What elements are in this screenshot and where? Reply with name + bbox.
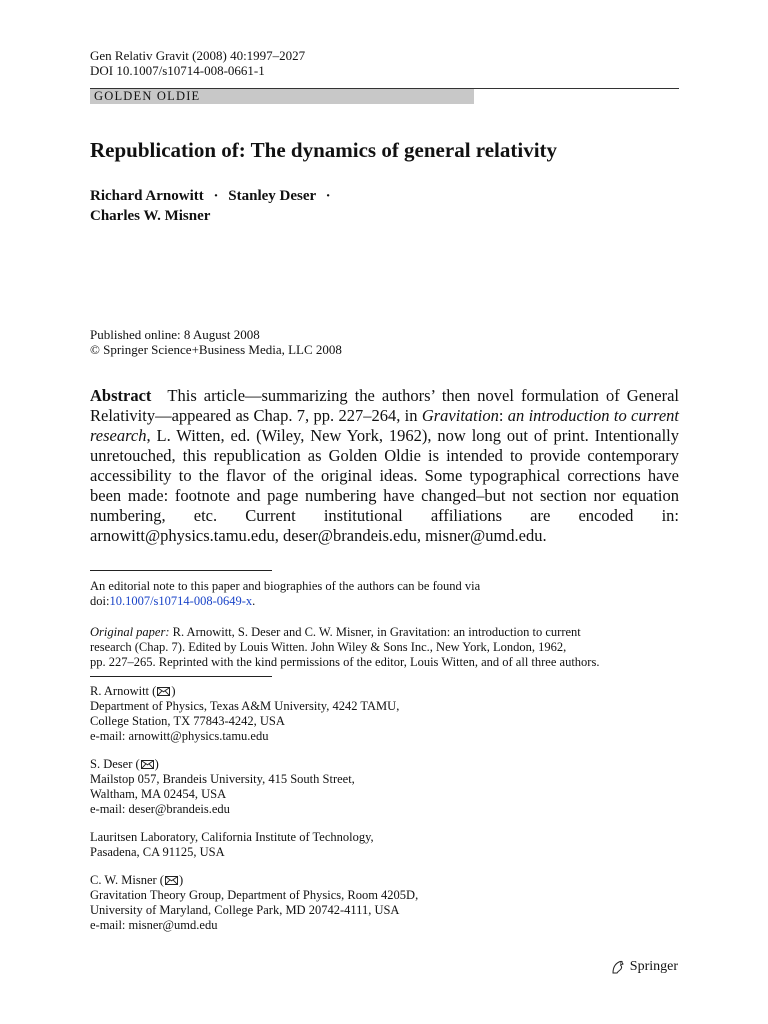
affiliation-line: University of Maryland, College Park, MD 20742-4111, USA (90, 903, 400, 917)
envelope-icon (157, 687, 170, 696)
affiliation-name: C. W. Misner ( (90, 873, 164, 887)
abstract-text: : (498, 406, 508, 425)
original-paper-text: research (Chap. 7). Edited by Louis Witten. John Wiley & Sons Inc., New York, London, 1962, (90, 640, 567, 654)
springer-wordmark: Springer (629, 959, 678, 974)
abstract-book-title: Gravitation (421, 406, 499, 425)
author-misner: Charles W. Misner (90, 208, 211, 224)
editorial-note (90, 579, 690, 609)
affiliation-deser (90, 757, 690, 817)
author-separator: · (213, 188, 219, 204)
abstract (90, 386, 679, 546)
affiliation-line: Gravitation Theory Group, Department of Physics, Room 4205D, (90, 888, 419, 902)
abstract-book-subtitle: an introduction to current research (90, 406, 679, 445)
footnote-rule (90, 570, 272, 571)
affiliation-email: e-mail: arnowitt@physics.tamu.edu (90, 729, 269, 743)
editorial-doi-line (90, 594, 690, 609)
editorial-note-text: An editorial note to this paper and biographies of the authors can be found via (90, 579, 481, 593)
affiliation-line: Lauritsen Laboratory, California Institute of Technology, (90, 830, 374, 844)
paper-title: Republication of: The dynamics of general relativity (90, 138, 558, 162)
author-line-1 (90, 186, 331, 206)
affiliation-name: R. Arnowitt ( (90, 684, 157, 698)
doi-prefix: doi: (90, 594, 110, 608)
affiliation-caltech (90, 830, 690, 860)
affiliation-line: Mailstop 057, Brandeis University, 415 South Street, (90, 772, 355, 786)
affiliation-line: Pasadena, CA 91125, USA (90, 845, 225, 859)
affiliation-email: e-mail: deser@brandeis.edu (90, 802, 230, 816)
abstract-text: This article—summarizing the authors’ then novel formulation of General Relativity—appeared as Chap. 7, pp. 227–264, in (90, 386, 679, 425)
journal-citation: Gen Relativ Gravit (2008) 40:1997–2027 (90, 48, 306, 63)
abstract-label: Abstract (90, 386, 152, 405)
doi-line: DOI 10.1007/s10714-008-0661-1 (90, 63, 265, 78)
original-paper-note (90, 625, 690, 670)
original-paper-text: pp. 227–265. Reprinted with the kind permissions of the editor, Louis Witten, and of all three authors. (90, 655, 600, 669)
author-separator: · (325, 188, 331, 204)
envelope-icon (165, 876, 178, 885)
editorial-doi-link[interactable]: 10.1007/s10714-008-0649-x (109, 594, 253, 608)
affiliation-close: ) (178, 873, 184, 887)
affiliation-email: e-mail: misner@umd.edu (90, 918, 218, 932)
affiliation-name: S. Deser ( (90, 757, 140, 771)
springer-logo (610, 958, 678, 976)
abstract-text: , L. Witten, ed. (Wiley, New York, 1962), now long out of print. Intentionally unretouched, this republication as Golden Oldie is intended to provide contemporary accessibility to the flavor of the original ideas. Some typographical corrections have been made: footnote and page numbering have changed–but not section nor equation numbering, etc. Current institutional affiliations are encoded in: arnowitt@physics.tamu.edu, deser@brandeis.edu, misner@umd.edu. (90, 426, 679, 545)
affiliation-close: ) (171, 684, 176, 698)
affiliation-close: ) (154, 757, 159, 771)
doi-suffix: . (252, 594, 256, 608)
affiliation-line: Department of Physics, Texas A&M University, 4242 TAMU, (90, 699, 400, 713)
copyright-line: © Springer Science+Business Media, LLC 2008 (90, 342, 342, 357)
original-paper-text: R. Arnowitt, S. Deser and C. W. Misner, in Gravitation: an introduction to current (169, 625, 581, 639)
affiliation-arnowitt (90, 684, 690, 744)
envelope-icon (141, 760, 154, 769)
affiliation-line: Waltham, MA 02454, USA (90, 787, 227, 801)
published-date: Published online: 8 August 2008 (90, 327, 260, 342)
springer-horse-icon (610, 959, 626, 975)
author-deser: Stanley Deser (228, 188, 316, 204)
author-arnowitt: Richard Arnowitt (90, 188, 204, 204)
affiliation-misner (90, 873, 690, 933)
affiliation-rule (90, 676, 272, 677)
original-paper-label: Original paper: (90, 625, 170, 639)
affiliation-line: College Station, TX 77843-4242, USA (90, 714, 285, 728)
section-label: GOLDEN OLDIE (94, 89, 201, 103)
